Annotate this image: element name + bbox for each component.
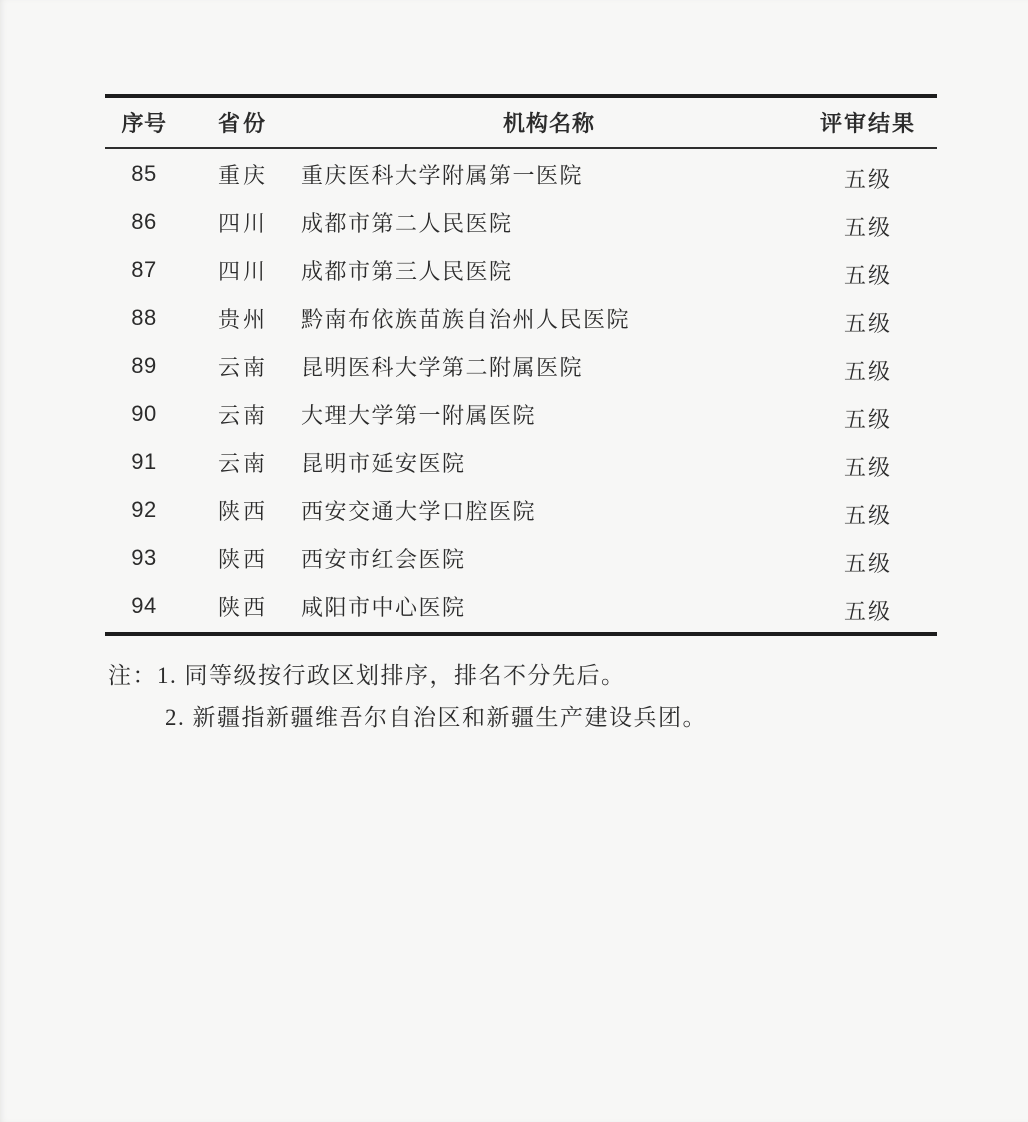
institution-cell: 成都市第三人民医院: [301, 258, 513, 284]
institution-cell: 黔南布依族苗族自治州人民医院: [301, 306, 631, 332]
column-header-province: 省份: [217, 111, 268, 136]
footnote-prefix: 注：: [108, 663, 157, 688]
table-row: [105, 342, 937, 390]
result-cell: 五级: [843, 502, 892, 528]
province-cell: 四川: [217, 258, 268, 284]
province-cell: 云南: [217, 354, 268, 380]
row-number-cell: 90: [131, 401, 157, 426]
table-header-row: [105, 98, 937, 149]
institution-cell: 西安市红会医院: [301, 546, 466, 572]
province-cell: 四川: [217, 210, 268, 236]
footnotes: [108, 655, 707, 739]
table-row: [105, 246, 937, 294]
column-header-result: 评审结果: [819, 111, 916, 136]
row-number-cell: 91: [131, 449, 157, 474]
province-cell: 云南: [217, 402, 268, 428]
footnote-text-2: 2. 新疆指新疆维吾尔自治区和新疆生产建设兵团。: [165, 705, 707, 730]
result-cell: 五级: [843, 262, 892, 288]
table-row: [105, 390, 937, 438]
result-cell: 五级: [843, 406, 892, 432]
result-cell: 五级: [843, 166, 892, 192]
institution-cell: 大理大学第一附属医院: [301, 402, 537, 428]
row-number-cell: 85: [131, 161, 157, 186]
table-row: [105, 438, 937, 486]
column-header-seq: 序号: [121, 111, 167, 136]
table-body: [105, 149, 937, 632]
row-number-cell: 94: [131, 593, 157, 618]
table-row: [105, 582, 937, 630]
province-cell: 重庆: [217, 162, 268, 188]
row-number-cell: 89: [131, 353, 157, 378]
institution-cell: 咸阳市中心医院: [301, 594, 466, 620]
result-cell: 五级: [843, 454, 892, 480]
province-cell: 云南: [217, 450, 268, 476]
province-cell: 陕西: [217, 498, 268, 524]
institution-cell: 重庆医科大学附属第一医院: [301, 162, 584, 188]
row-number-cell: 93: [131, 545, 157, 570]
table-row: [105, 150, 937, 198]
result-cell: 五级: [843, 358, 892, 384]
province-cell: 陕西: [217, 546, 268, 572]
column-header-institution: 机构名称: [502, 111, 595, 136]
result-cell: 五级: [843, 310, 892, 336]
row-number-cell: 87: [131, 257, 157, 282]
result-cell: 五级: [843, 550, 892, 576]
footnote-line-2: [108, 697, 707, 739]
table-row: [105, 534, 937, 582]
result-cell: 五级: [843, 598, 892, 624]
row-number-cell: 86: [131, 209, 157, 234]
province-cell: 陕西: [217, 594, 268, 620]
table-row: [105, 486, 937, 534]
row-number-cell: 92: [131, 497, 157, 522]
institution-cell: 西安交通大学口腔医院: [301, 498, 537, 524]
result-cell: 五级: [843, 214, 892, 240]
institution-cell: 昆明市延安医院: [301, 450, 466, 476]
province-cell: 贵州: [217, 306, 268, 332]
footnote-text-1: 1. 同等级按行政区划排序，排名不分先后。: [157, 663, 626, 688]
institution-cell: 成都市第二人民医院: [301, 210, 513, 236]
footnote-line-1: [108, 655, 707, 697]
table-row: [105, 294, 937, 342]
review-results-table: [105, 94, 937, 636]
institution-cell: 昆明医科大学第二附属医院: [301, 354, 584, 380]
table-row: [105, 198, 937, 246]
row-number-cell: 88: [131, 305, 157, 330]
